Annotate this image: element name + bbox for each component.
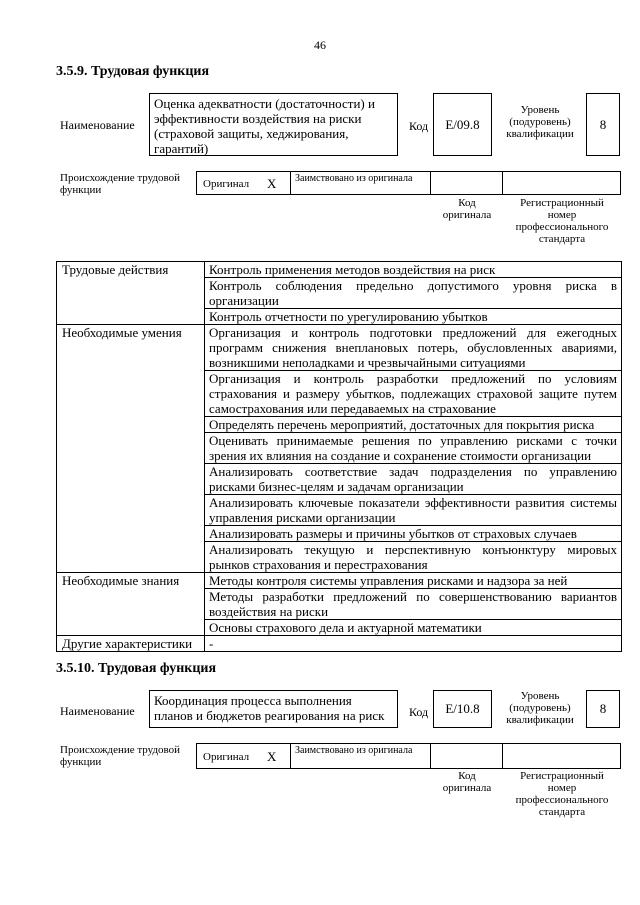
item-cell: Анализировать размеры и причины убытков от страховых случаев (205, 526, 622, 542)
borrowed-cell-2 (290, 743, 431, 769)
original-mark: X (267, 176, 277, 191)
category-cell: Необходимые умения (57, 325, 205, 573)
item-cell: Контроль отчетности по урегулированию убытков (205, 309, 622, 325)
function-name-box-2 (149, 690, 398, 728)
code-box (433, 93, 492, 156)
level-value: 8 (599, 116, 607, 132)
level-label-2: Уровень (подуровень) квалификации (506, 690, 574, 726)
code-box-2 (433, 690, 492, 728)
code-orig-label-2: Код оригинала (442, 770, 492, 794)
item-cell: Методы контроля системы управления рисками и надзора за ней (205, 573, 622, 589)
code-value-2: E/10.8 (445, 701, 480, 716)
item-cell: Методы разработки предложений по совершенствованию вариантов воздействия на риски (205, 589, 622, 620)
original-label-2: Оригинал (203, 751, 250, 763)
reg-num-cell-2 (502, 743, 621, 769)
item-cell: Основы страхового дела и актуарной математики (205, 620, 622, 636)
item-cell: Контроль применения методов воздействия на риск (205, 262, 622, 278)
reg-num-label: Регистрационный номер профессионального стандарта (515, 197, 609, 245)
table-row (57, 573, 622, 589)
category-cell: Другие характеристики (57, 636, 205, 652)
function-table (56, 261, 622, 652)
item-cell: Анализировать соответствие задач подразделения по управлению рисками бизнес-целям и задачам организации (205, 464, 622, 495)
reg-num-label-2: Регистрационный номер профессионального стандарта (515, 770, 609, 818)
original-cell-2 (196, 743, 291, 769)
code-label-2: Код (409, 705, 429, 719)
level-label: Уровень (подуровень) квалификации (506, 104, 574, 140)
function-name-2: Координация процесса выполнения планов и бюджетов реагирования на риск (154, 693, 385, 723)
item-cell: - (205, 636, 622, 652)
function-name-box (149, 93, 398, 156)
item-cell: Оценивать принимаемые решения по управлению рисками с точки зрения их влияния на создание и сохранение стоимости организации (205, 433, 622, 464)
function-name: Оценка адекватности (достаточности) и эффективности воздействия на риски (страховой защиты, хеджирования, гарантий) (154, 96, 375, 156)
borrowed-label-2: Заимствовано из оригинала (295, 745, 413, 756)
name-label-2: Наименование (60, 704, 135, 718)
item-cell: Анализировать ключевые показатели эффективности развития системы управления рисками организации (205, 495, 622, 526)
table-row (57, 325, 622, 371)
item-cell: Анализировать текущую и перспективную конъюнктуру мировых рынков страхования и перестрахования (205, 542, 622, 573)
code-value: E/09.8 (445, 116, 480, 132)
origin-label-2: Происхождение трудовой функции (60, 744, 181, 768)
item-cell: Организация и контроль подготовки предложений для ежегодных программ снижения внеплановых потерь, обусловленных авариями, возникшими неполадками и чрезвычайными ситуациями (205, 325, 622, 371)
borrowed-cell (290, 171, 431, 195)
level-value-2: 8 (599, 701, 607, 716)
item-cell: Контроль соблюдения предельно допустимого уровня риска в организации (205, 278, 622, 309)
table-row (57, 262, 622, 278)
category-cell: Трудовые действия (57, 262, 205, 325)
category-cell: Необходимые знания (57, 573, 205, 636)
section-title-3-5-10: 3.5.10. Трудовая функция (56, 661, 217, 676)
borrowed-label: Заимствовано из оригинала (295, 173, 413, 184)
level-box-2 (586, 690, 620, 728)
page-number: 46 (314, 38, 326, 52)
origin-label: Происхождение трудовой функции (60, 172, 181, 196)
code-label: Код (409, 119, 429, 133)
original-label: Оригинал (203, 178, 250, 190)
code-orig-cell (430, 171, 503, 195)
code-orig-cell-2 (430, 743, 503, 769)
name-label: Наименование (60, 118, 135, 132)
level-box (586, 93, 620, 156)
item-cell: Организация и контроль разработки предложений по условиям страхования и размеру убытков, подлежащих страховой защите путем самострахования или передаваемых на страхование (205, 371, 622, 417)
table-row (57, 636, 622, 652)
code-orig-label: Код оригинала (442, 197, 492, 221)
item-cell: Определять перечень мероприятий, достаточных для покрытия риска (205, 417, 622, 433)
original-mark-2: X (267, 749, 277, 764)
section-title-3-5-9: 3.5.9. Трудовая функция (56, 64, 210, 79)
original-cell (196, 171, 291, 195)
reg-num-cell (502, 171, 621, 195)
